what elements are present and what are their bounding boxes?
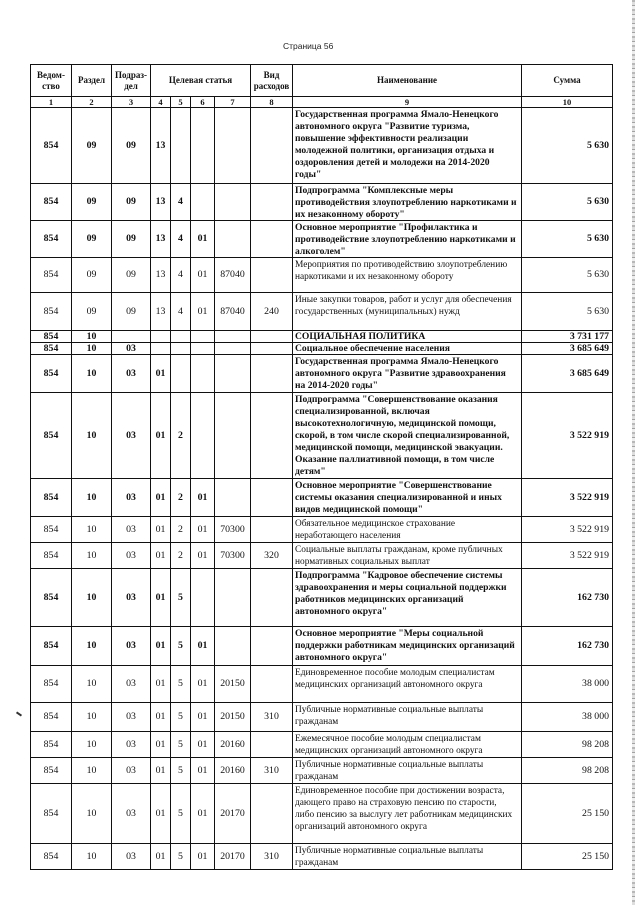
subprogram-code-cell: 2 xyxy=(171,479,191,517)
subprogram-code-cell: 2 xyxy=(171,543,191,569)
amount-cell: 98 208 xyxy=(522,732,613,758)
name-cell: Иные закупки товаров, работ и услуг для обеспечения государственных (муниципальных) нужд xyxy=(293,293,522,331)
section-code-cell: 10 xyxy=(72,355,112,393)
expense-type-cell xyxy=(251,732,293,758)
direction-code-cell xyxy=(215,569,251,627)
subprogram-code-cell: 4 xyxy=(171,258,191,293)
amount-cell: 98 208 xyxy=(522,758,613,784)
main-event-code-cell: 01 xyxy=(191,258,215,293)
amount-cell: 3 522 919 xyxy=(522,479,613,517)
department-code-cell: 854 xyxy=(31,758,72,784)
column-number: 4 xyxy=(151,97,171,108)
expense-type-cell xyxy=(251,355,293,393)
header-amount: Сумма xyxy=(522,65,613,97)
column-number: 10 xyxy=(522,97,613,108)
direction-code-cell: 20170 xyxy=(215,784,251,844)
direction-code-cell xyxy=(215,108,251,184)
subsection-code-cell xyxy=(112,331,151,343)
direction-code-cell xyxy=(215,343,251,355)
section-code-cell: 10 xyxy=(72,517,112,543)
amount-cell: 3 522 919 xyxy=(522,393,613,479)
program-code-cell: 01 xyxy=(151,627,171,666)
amount-cell: 5 630 xyxy=(522,184,613,221)
name-cell: Единовременное пособие молодым специалистам медицинских организаций автономного округа xyxy=(293,666,522,703)
direction-code-cell xyxy=(215,393,251,479)
program-code-cell: 13 xyxy=(151,221,171,258)
section-code-cell: 10 xyxy=(72,569,112,627)
program-code-cell: 01 xyxy=(151,543,171,569)
department-code-cell: 854 xyxy=(31,184,72,221)
expense-type-cell xyxy=(251,666,293,703)
subprogram-code-cell xyxy=(171,355,191,393)
department-code-cell: 854 xyxy=(31,221,72,258)
name-cell: Основное мероприятие "Меры социальной поддержки работникам медицинских организаций автономного округа" xyxy=(293,627,522,666)
subprogram-code-cell: 4 xyxy=(171,293,191,331)
direction-code-cell: 20150 xyxy=(215,666,251,703)
subsection-code-cell: 03 xyxy=(112,479,151,517)
subprogram-code-cell xyxy=(171,343,191,355)
expense-type-cell xyxy=(251,479,293,517)
column-number: 9 xyxy=(293,97,522,108)
header-target-article: Целевая статья xyxy=(151,65,251,97)
expense-type-cell xyxy=(251,184,293,221)
amount-cell: 162 730 xyxy=(522,569,613,627)
section-code-cell: 09 xyxy=(72,258,112,293)
section-code-cell: 10 xyxy=(72,666,112,703)
department-code-cell: 854 xyxy=(31,479,72,517)
name-cell: Государственная программа Ямало-Ненецкого автономного округа "Развитие туризма, повышение эффективности реализации молодежной политики, организация отдыха и оздоровления детей и молодежи на 2014-2020 годы" xyxy=(293,108,522,184)
expense-type-cell xyxy=(251,221,293,258)
section-code-cell: 10 xyxy=(72,393,112,479)
main-event-code-cell xyxy=(191,393,215,479)
subsection-code-cell: 09 xyxy=(112,293,151,331)
direction-code-cell: 70300 xyxy=(215,517,251,543)
amount-cell: 162 730 xyxy=(522,627,613,666)
amount-cell: 25 150 xyxy=(522,784,613,844)
subsection-code-cell: 03 xyxy=(112,784,151,844)
column-number: 5 xyxy=(171,97,191,108)
page-number-label: Страница 56 xyxy=(283,41,334,51)
name-cell: Подпрограмма "Комплексные меры противодействия злоупотреблению наркотиками и их незаконному обороту" xyxy=(293,184,522,221)
program-code-cell xyxy=(151,331,171,343)
main-event-code-cell: 01 xyxy=(191,293,215,331)
expense-type-cell xyxy=(251,784,293,844)
section-code-cell: 09 xyxy=(72,293,112,331)
expense-type-cell: 310 xyxy=(251,758,293,784)
direction-code-cell: 87040 xyxy=(215,293,251,331)
department-code-cell: 854 xyxy=(31,703,72,732)
expense-type-cell: 310 xyxy=(251,703,293,732)
expense-type-cell xyxy=(251,517,293,543)
expense-type-cell xyxy=(251,343,293,355)
section-code-cell: 10 xyxy=(72,758,112,784)
subprogram-code-cell: 4 xyxy=(171,221,191,258)
section-code-cell: 10 xyxy=(72,331,112,343)
amount-cell: 5 630 xyxy=(522,258,613,293)
subprogram-code-cell: 5 xyxy=(171,758,191,784)
main-event-code-cell: 01 xyxy=(191,758,215,784)
main-event-code-cell xyxy=(191,569,215,627)
name-cell: Публичные нормативные социальные выплаты гражданам xyxy=(293,703,522,732)
direction-code-cell xyxy=(215,184,251,221)
name-cell: Основное мероприятие "Совершенствование системы оказания специализированной и иных видов медицинской помощи" xyxy=(293,479,522,517)
main-event-code-cell: 01 xyxy=(191,627,215,666)
section-code-cell: 10 xyxy=(72,784,112,844)
amount-cell: 3 522 919 xyxy=(522,543,613,569)
section-code-cell: 10 xyxy=(72,627,112,666)
amount-cell: 38 000 xyxy=(522,703,613,732)
amount-cell: 3 731 177 xyxy=(522,331,613,343)
amount-cell: 5 630 xyxy=(522,221,613,258)
department-code-cell: 854 xyxy=(31,844,72,870)
scan-edge-decoration xyxy=(632,0,635,905)
header-department: Ведом- ство xyxy=(31,65,72,97)
section-code-cell: 09 xyxy=(72,108,112,184)
program-code-cell: 01 xyxy=(151,732,171,758)
name-cell: Подпрограмма "Кадровое обеспечение системы здравоохранения и меры социальной поддержки работников медицинских организаций автономного округа" xyxy=(293,569,522,627)
subsection-code-cell: 03 xyxy=(112,844,151,870)
subprogram-code-cell: 5 xyxy=(171,844,191,870)
amount-cell: 3 685 649 xyxy=(522,355,613,393)
subprogram-code-cell: 5 xyxy=(171,627,191,666)
program-code-cell: 13 xyxy=(151,108,171,184)
department-code-cell: 854 xyxy=(31,666,72,703)
department-code-cell: 854 xyxy=(31,784,72,844)
main-event-code-cell: 01 xyxy=(191,844,215,870)
direction-code-cell xyxy=(215,221,251,258)
department-code-cell: 854 xyxy=(31,569,72,627)
program-code-cell xyxy=(151,343,171,355)
expense-type-cell: 240 xyxy=(251,293,293,331)
department-code-cell: 854 xyxy=(31,543,72,569)
budget-table xyxy=(30,64,613,870)
main-event-code-cell: 01 xyxy=(191,517,215,543)
amount-cell: 25 150 xyxy=(522,844,613,870)
column-number: 6 xyxy=(191,97,215,108)
department-code-cell: 854 xyxy=(31,355,72,393)
header-subsection: Подраз- дел xyxy=(112,65,151,97)
name-cell: Социальные выплаты гражданам, кроме публичных нормативных социальных выплат xyxy=(293,543,522,569)
main-event-code-cell xyxy=(191,343,215,355)
main-event-code-cell: 01 xyxy=(191,221,215,258)
subprogram-code-cell xyxy=(171,331,191,343)
section-code-cell: 10 xyxy=(72,732,112,758)
subsection-code-cell: 09 xyxy=(112,221,151,258)
subprogram-code-cell: 5 xyxy=(171,666,191,703)
main-event-code-cell: 01 xyxy=(191,479,215,517)
name-cell: Обязательное медицинское страхование неработающего населения xyxy=(293,517,522,543)
name-cell: СОЦИАЛЬНАЯ ПОЛИТИКА xyxy=(293,331,522,343)
section-code-cell: 10 xyxy=(72,703,112,732)
name-cell: Мероприятия по противодействию злоупотреблению наркотиками и их незаконному обороту xyxy=(293,258,522,293)
subsection-code-cell: 03 xyxy=(112,732,151,758)
expense-type-cell: 310 xyxy=(251,844,293,870)
name-cell: Ежемесячное пособие молодым специалистам медицинских организаций автономного округа xyxy=(293,732,522,758)
main-event-code-cell xyxy=(191,108,215,184)
header-expense-type: Вид расходов xyxy=(251,65,293,97)
expense-type-cell xyxy=(251,258,293,293)
name-cell: Подпрограмма "Совершенствование оказания специализированной, включая высокотехнологичную, медицинской помощи, скорой, в том числе скорой специализированной, медицинской помощи, медицинской эвакуации. Оказание паллиативной помощи, в том числе детям" xyxy=(293,393,522,479)
subsection-code-cell: 03 xyxy=(112,569,151,627)
header-name: Наименование xyxy=(293,65,522,97)
program-code-cell: 01 xyxy=(151,784,171,844)
header-section: Раздел xyxy=(72,65,112,97)
subprogram-code-cell: 2 xyxy=(171,517,191,543)
column-number: 8 xyxy=(251,97,293,108)
direction-code-cell xyxy=(215,479,251,517)
expense-type-cell xyxy=(251,108,293,184)
subsection-code-cell: 03 xyxy=(112,627,151,666)
section-code-cell: 10 xyxy=(72,844,112,870)
subsection-code-cell: 03 xyxy=(112,355,151,393)
section-code-cell: 10 xyxy=(72,543,112,569)
subsection-code-cell: 03 xyxy=(112,703,151,732)
program-code-cell: 13 xyxy=(151,258,171,293)
program-code-cell: 01 xyxy=(151,758,171,784)
amount-cell: 5 630 xyxy=(522,108,613,184)
program-code-cell: 01 xyxy=(151,479,171,517)
subsection-code-cell: 09 xyxy=(112,108,151,184)
expense-type-cell xyxy=(251,331,293,343)
department-code-cell: 854 xyxy=(31,732,72,758)
direction-code-cell: 87040 xyxy=(215,258,251,293)
amount-cell: 3 685 649 xyxy=(522,343,613,355)
program-code-cell: 01 xyxy=(151,355,171,393)
subprogram-code-cell: 4 xyxy=(171,184,191,221)
expense-type-cell xyxy=(251,393,293,479)
main-event-code-cell xyxy=(191,331,215,343)
department-code-cell: 854 xyxy=(31,108,72,184)
department-code-cell: 854 xyxy=(31,517,72,543)
column-number: 7 xyxy=(215,97,251,108)
subsection-code-cell: 03 xyxy=(112,666,151,703)
program-code-cell: 01 xyxy=(151,666,171,703)
name-cell: Публичные нормативные социальные выплаты гражданам xyxy=(293,758,522,784)
expense-type-cell: 320 xyxy=(251,543,293,569)
program-code-cell: 01 xyxy=(151,569,171,627)
main-event-code-cell: 01 xyxy=(191,666,215,703)
subsection-code-cell: 09 xyxy=(112,258,151,293)
subsection-code-cell: 03 xyxy=(112,393,151,479)
main-event-code-cell xyxy=(191,184,215,221)
main-event-code-cell: 01 xyxy=(191,543,215,569)
column-number: 2 xyxy=(72,97,112,108)
amount-cell: 38 000 xyxy=(522,666,613,703)
direction-code-cell xyxy=(215,355,251,393)
main-event-code-cell: 01 xyxy=(191,732,215,758)
program-code-cell: 13 xyxy=(151,184,171,221)
name-cell: Публичные нормативные социальные выплаты гражданам xyxy=(293,844,522,870)
subsection-code-cell: 03 xyxy=(112,343,151,355)
name-cell: Основное мероприятие "Профилактика и противодействие злоупотреблению наркотиками и алкоголем" xyxy=(293,221,522,258)
main-event-code-cell: 01 xyxy=(191,703,215,732)
direction-code-cell: 70300 xyxy=(215,543,251,569)
subprogram-code-cell: 2 xyxy=(171,393,191,479)
subsection-code-cell: 03 xyxy=(112,758,151,784)
direction-code-cell: 20160 xyxy=(215,758,251,784)
column-number: 1 xyxy=(31,97,72,108)
department-code-cell: 854 xyxy=(31,343,72,355)
department-code-cell: 854 xyxy=(31,258,72,293)
subprogram-code-cell: 5 xyxy=(171,703,191,732)
name-cell: Социальное обеспечение населения xyxy=(293,343,522,355)
expense-type-cell xyxy=(251,569,293,627)
amount-cell: 5 630 xyxy=(522,293,613,331)
subsection-code-cell: 03 xyxy=(112,517,151,543)
subprogram-code-cell: 5 xyxy=(171,732,191,758)
subsection-code-cell: 03 xyxy=(112,543,151,569)
name-cell: Государственная программа Ямало-Ненецкого автономного округа "Развитие здравоохранения на 2014-2020 годы" xyxy=(293,355,522,393)
section-code-cell: 09 xyxy=(72,184,112,221)
subprogram-code-cell xyxy=(171,108,191,184)
expense-type-cell xyxy=(251,627,293,666)
direction-code-cell xyxy=(215,331,251,343)
main-event-code-cell: 01 xyxy=(191,784,215,844)
department-code-cell: 854 xyxy=(31,393,72,479)
department-code-cell: 854 xyxy=(31,627,72,666)
subsection-code-cell: 09 xyxy=(112,184,151,221)
program-code-cell: 01 xyxy=(151,517,171,543)
department-code-cell: 854 xyxy=(31,293,72,331)
section-code-cell: 09 xyxy=(72,221,112,258)
section-code-cell: 10 xyxy=(72,479,112,517)
subprogram-code-cell: 5 xyxy=(171,569,191,627)
direction-code-cell: 20150 xyxy=(215,703,251,732)
main-event-code-cell xyxy=(191,355,215,393)
subprogram-code-cell: 5 xyxy=(171,784,191,844)
direction-code-cell: 20160 xyxy=(215,732,251,758)
department-code-cell: 854 xyxy=(31,331,72,343)
section-code-cell: 10 xyxy=(72,343,112,355)
column-number: 3 xyxy=(112,97,151,108)
direction-code-cell xyxy=(215,627,251,666)
program-code-cell: 01 xyxy=(151,703,171,732)
amount-cell: 3 522 919 xyxy=(522,517,613,543)
program-code-cell: 01 xyxy=(151,844,171,870)
scan-speck-mark xyxy=(16,711,22,716)
name-cell: Единовременное пособие при достижении возраста, дающего право на страховую пенсию по старости, либо пенсию за выслугу лет работникам медицинских организаций автономного округа xyxy=(293,784,522,844)
direction-code-cell: 20170 xyxy=(215,844,251,870)
program-code-cell: 13 xyxy=(151,293,171,331)
program-code-cell: 01 xyxy=(151,393,171,479)
